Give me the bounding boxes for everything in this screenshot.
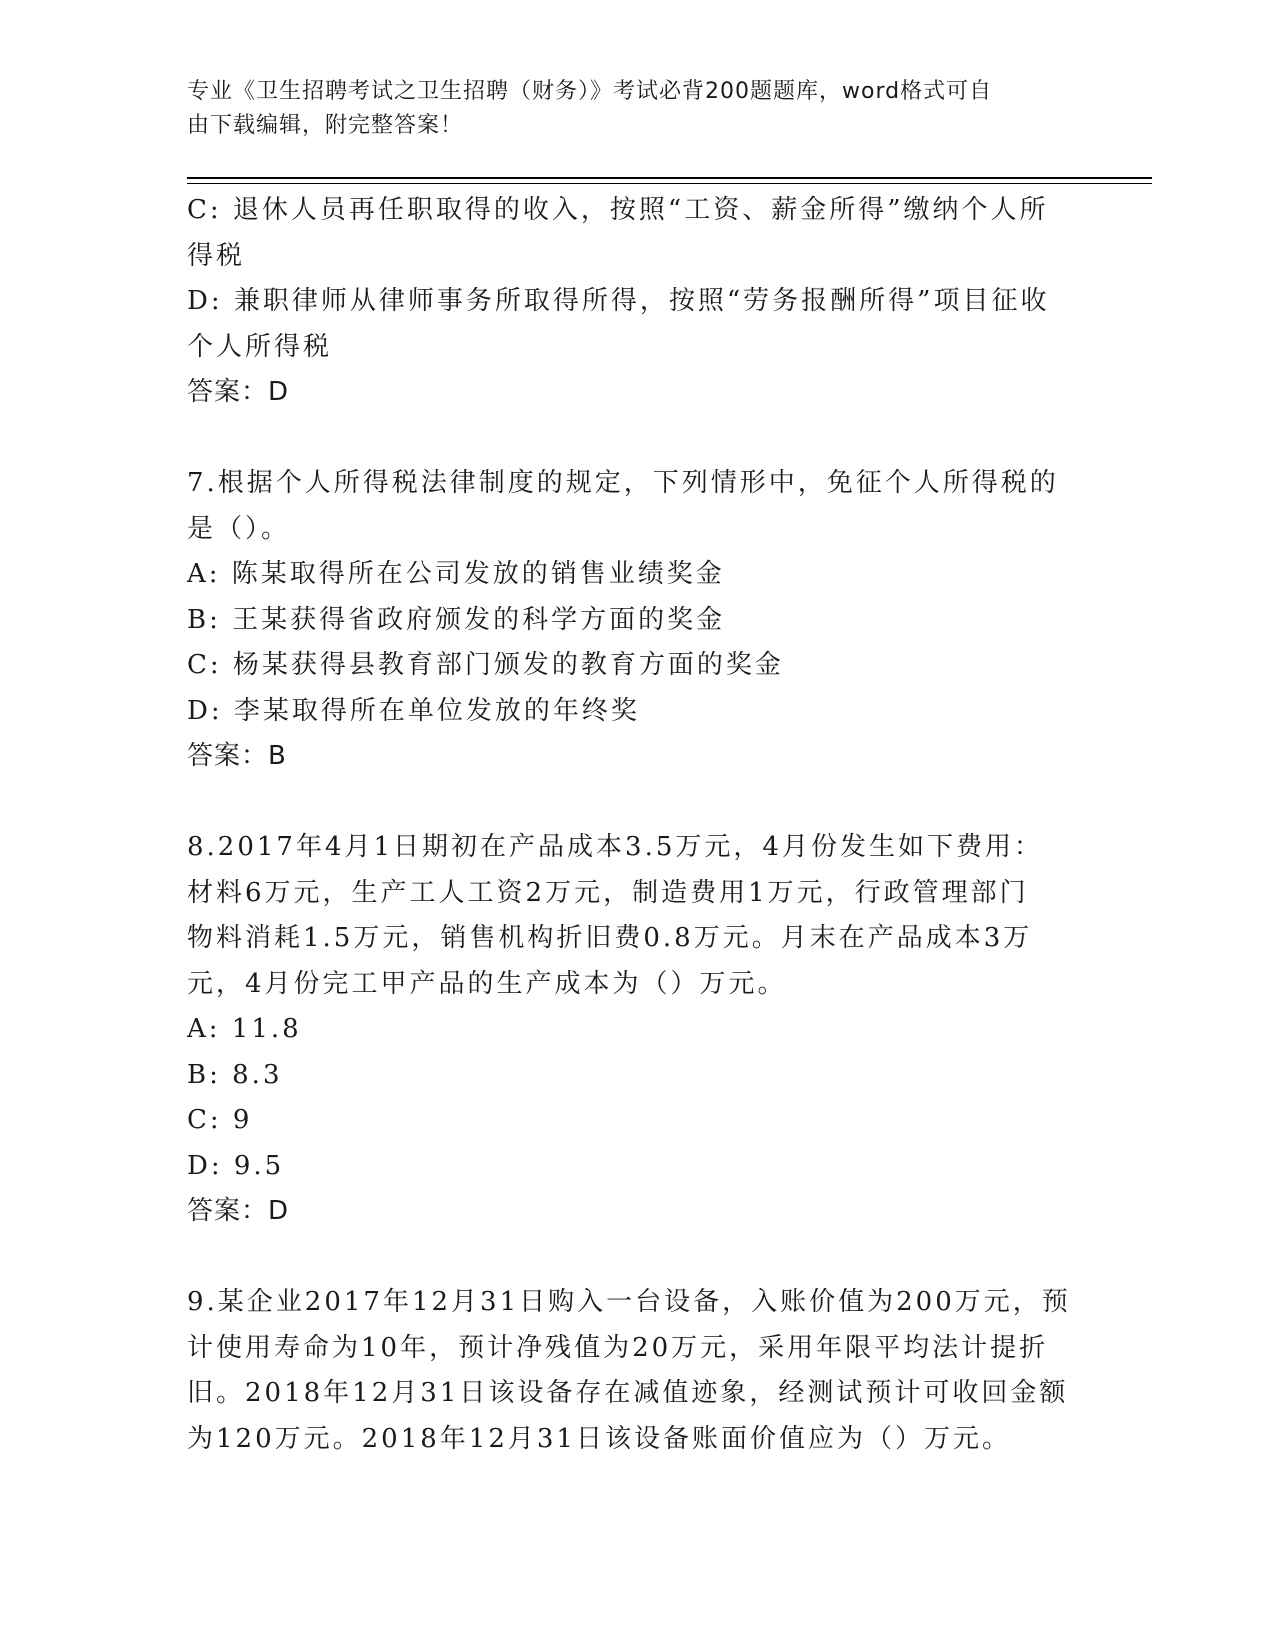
answer-8: 答案：D [187, 1196, 290, 1226]
question-8-option-d: D: 9.5 [187, 1150, 285, 1181]
question-9-stem-line-2: 计使用寿命为10年，预计净残值为20万元，采用年限平均法计提折 [187, 1332, 1049, 1363]
answer-7: 答案：B [187, 741, 287, 771]
header-divider-thick [187, 177, 1152, 179]
question-9 [187, 1280, 1087, 1462]
question-8-stem-line-2: 材料6万元，生产工人工资2万元，制造费用1万元，行政管理部门 [187, 877, 1029, 908]
question-content [187, 188, 1087, 1462]
header-line-1: 专业《卫生招聘考试之卫生招聘（财务）》考试必背200题题库，word格式可自 [187, 79, 993, 104]
spacer [187, 416, 1087, 462]
question-8-stem-line-1: 8.2017年4月1日期初在产品成本3.5万元，4月份发生如下费用： [187, 832, 1043, 862]
question-8-option-a: A: 11.8 [187, 1014, 302, 1044]
question-9-stem-line-1: 9.某企业2017年12月31日购入一台设备，入账价值为200万元，预 [187, 1287, 1071, 1317]
question-7-stem-line-2: 是（）。 [187, 513, 291, 544]
option-c-line-2: 得税 [187, 240, 246, 271]
spacer [187, 1235, 1087, 1281]
answer-6: 答案：D [187, 377, 290, 407]
question-9-stem-line-3: 旧。2018年12月31日该设备存在减值迹象，经测试预计可收回金额 [187, 1378, 1069, 1408]
question-8 [187, 825, 1087, 1235]
question-8-option-b: B: 8.3 [187, 1059, 283, 1090]
option-d-line-2: 个人所得税 [187, 331, 333, 362]
question-8-stem-line-4: 元，4月份完工甲产品的生产成本为（）万元。 [187, 968, 787, 999]
page-header [187, 75, 1067, 143]
question-7-option-c: C: 杨某获得县教育部门颁发的教育方面的奖金 [187, 650, 784, 680]
spacer [187, 780, 1087, 826]
header-divider-thin [187, 183, 1152, 184]
option-c-line-1: C: 退休人员再任职取得的收入，按照“工资、薪金所得”缴纳个人所 [187, 195, 1049, 225]
question-7 [187, 461, 1087, 780]
header-line-2: 由下载编辑，附完整答案！ [187, 113, 464, 138]
question-7-stem-line-1: 7.根据个人所得税法律制度的规定，下列情形中，免征个人所得税的 [187, 468, 1059, 498]
question-6-continued [187, 188, 1087, 416]
option-d-line-1: D: 兼职律师从律师事务所取得所得，按照“劳务报酬所得”项目征收 [187, 286, 1050, 316]
question-7-option-a: A: 陈某取得所在公司发放的销售业绩奖金 [187, 559, 725, 589]
question-8-option-c: C: 9 [187, 1105, 253, 1135]
question-9-stem-line-4: 为120万元。2018年12月31日该设备账面价值应为（）万元。 [187, 1423, 1011, 1454]
question-8-stem-line-3: 物料消耗1.5万元，销售机构折旧费0.8万元。月末在产品成本3万 [187, 923, 1033, 953]
question-7-option-d: D: 李某取得所在单位发放的年终奖 [187, 695, 640, 726]
question-7-option-b: B: 王某获得省政府颁发的科学方面的奖金 [187, 604, 726, 635]
